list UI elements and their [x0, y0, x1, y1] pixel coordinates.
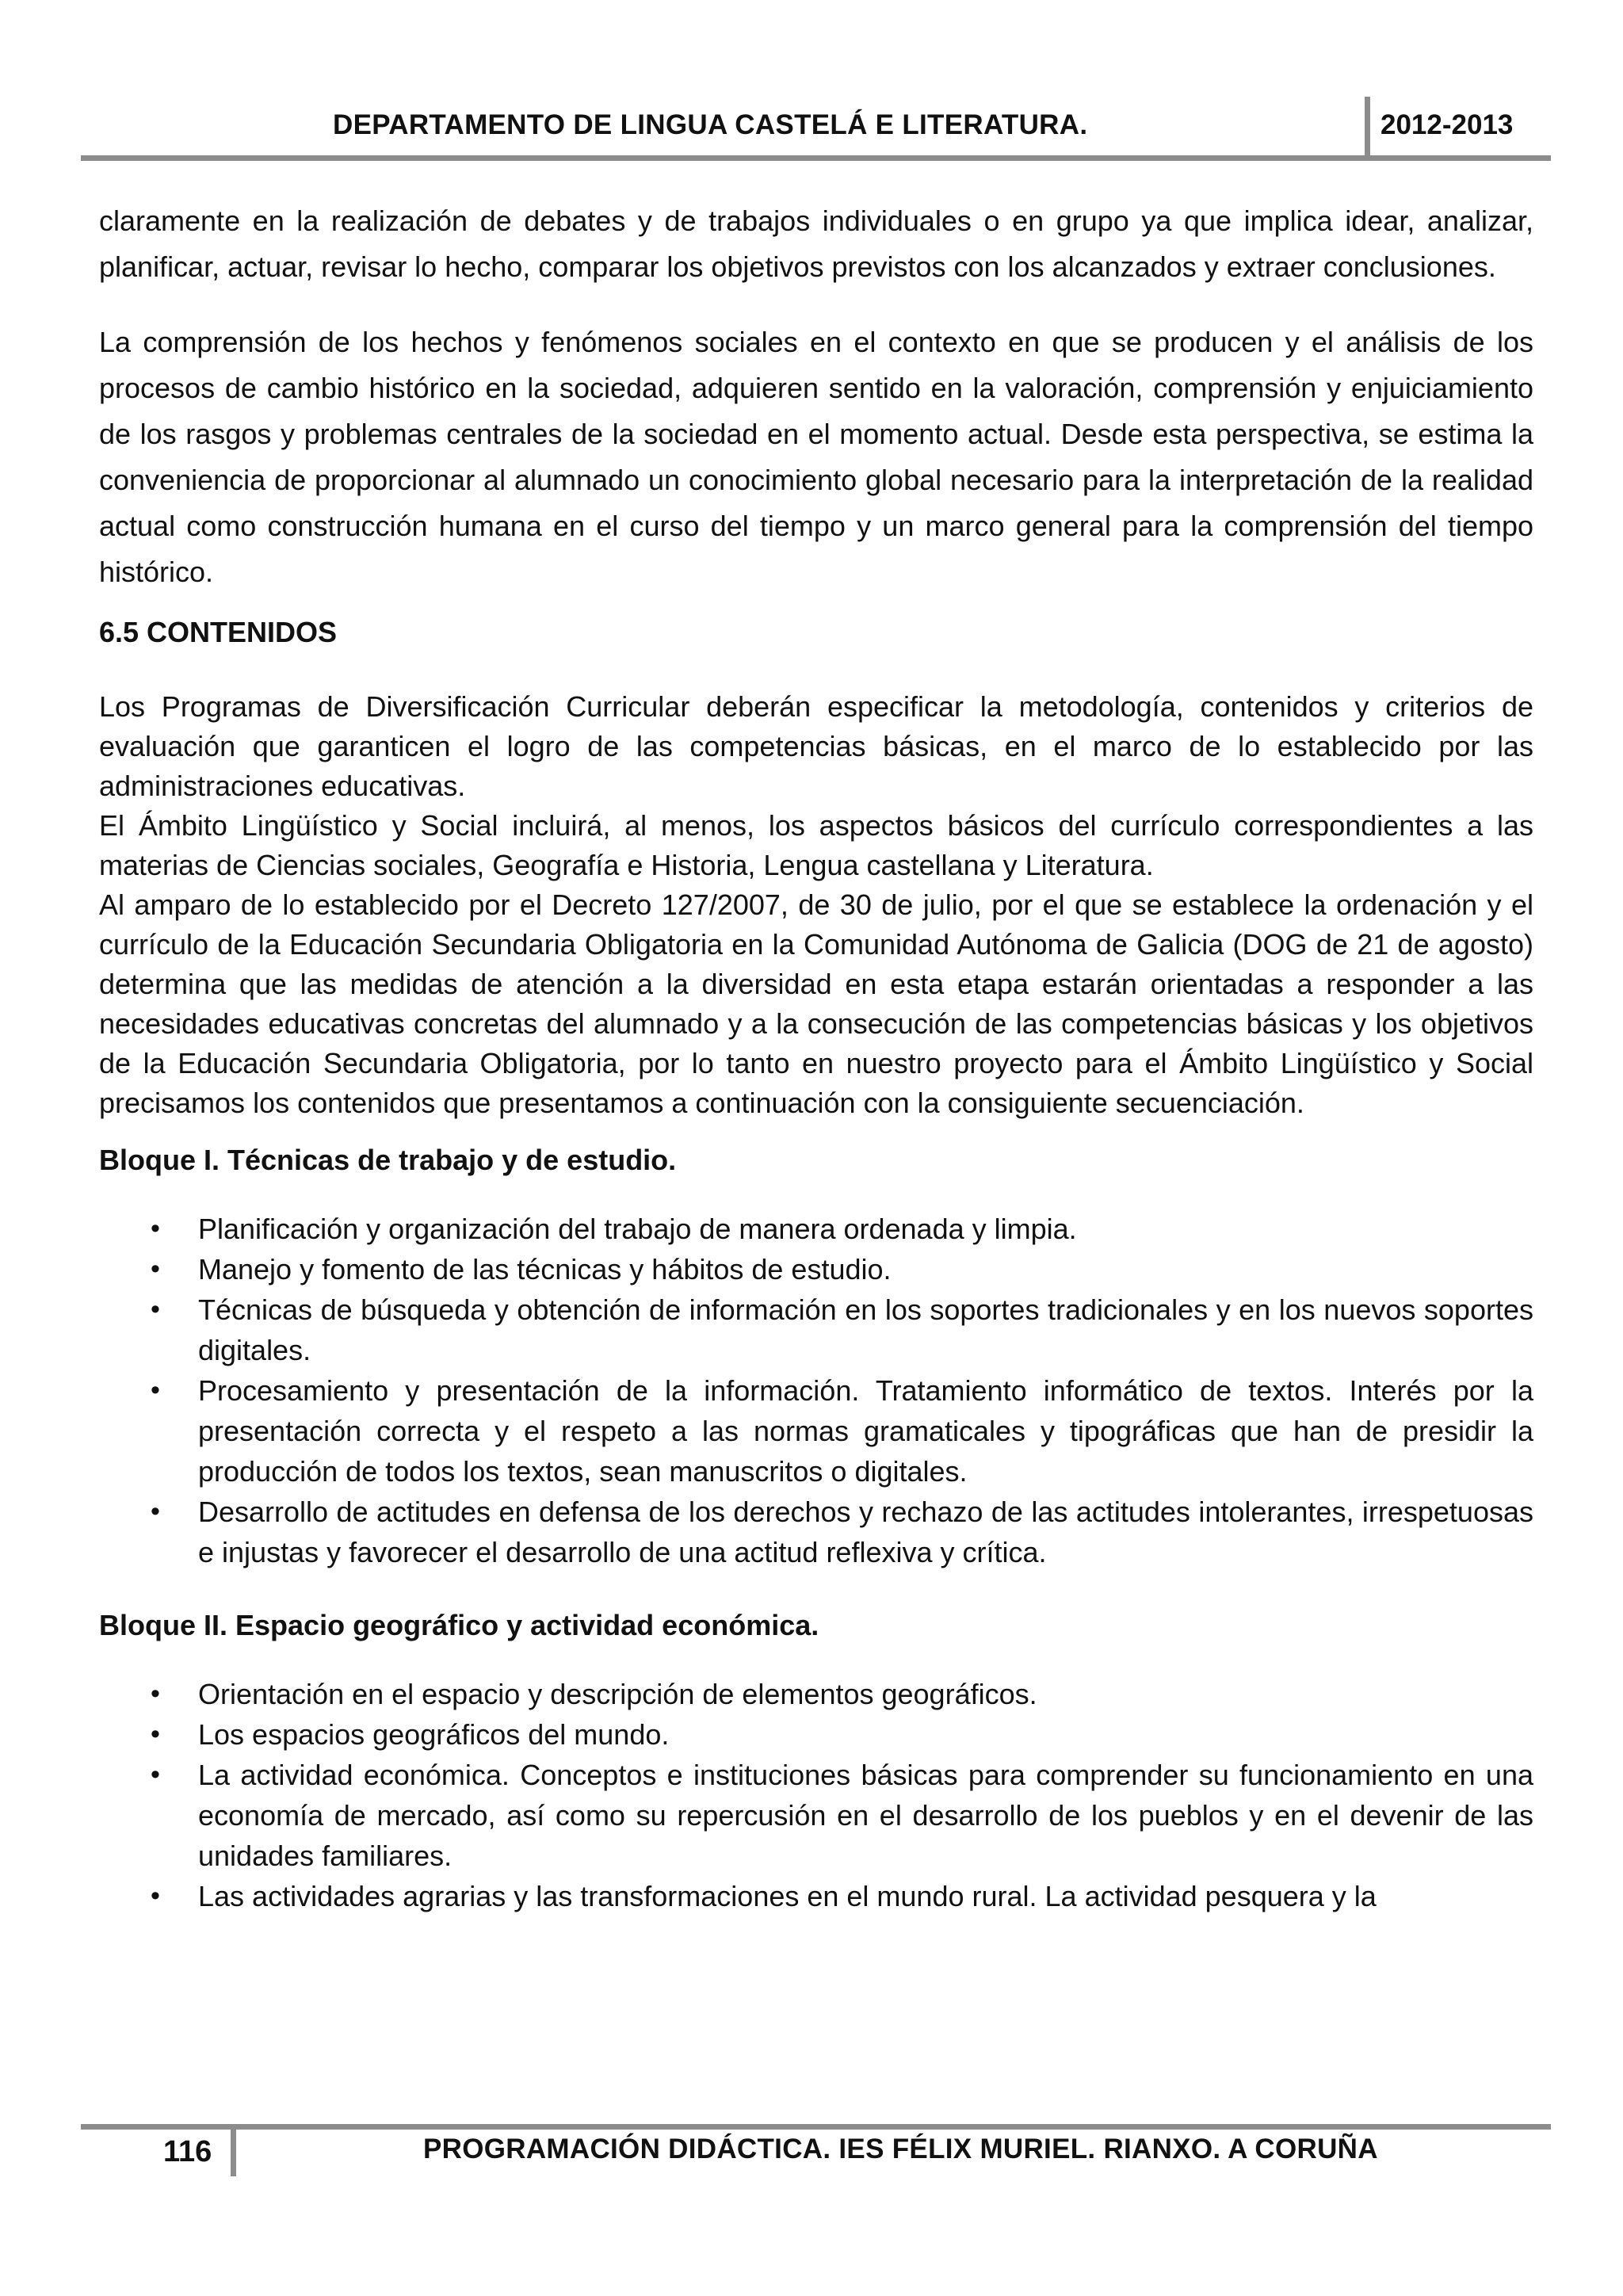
header-year: 2012-2013	[1381, 109, 1514, 140]
paragraph-2: La comprensión de los hechos y fenómenos sociales en el contexto en que se producen y el análisis de los procesos de cambio histórico en la sociedad, adquieren sentido en la valoración, comprensión y enjuiciamiento de los rasgos y problemas centrales de la sociedad en el momento actual. Desde esta perspectiva, se estima la conveniencia de proporcionar al alumnado un conocimiento global necesario para la interpretación de la realidad actual como construcción humana en el curso del tiempo y un marco general para la comprensión del tiempo histórico.	[99, 326, 1533, 588]
paragraph-4: El Ámbito Lingüístico y Social incluirá, al menos, los aspectos básicos del currículo correspondientes a las materias de Ciencias sociales, Geografía e Historia, Lengua castellana y Literatura.	[99, 809, 1533, 881]
bullet-icon: •	[151, 1496, 160, 1526]
footer-divider	[231, 2126, 236, 2176]
block-1-title: Bloque I. Técnicas de trabajo y de estudio.	[99, 1144, 677, 1176]
header-title: DEPARTAMENTO DE LINGUA CASTELÁ E LITERATURA.	[333, 109, 1088, 140]
list-item: • Desarrollo de actitudes en defensa de los derechos y rechazo de las actitudes intolerantes, irrespetuosas e injustas y favorecer el desarrollo de una actitud reflexiva y crítica.	[99, 1492, 1533, 1572]
footer-text: PROGRAMACIÓN DIDÁCTICA. IES FÉLIX MURIEL. RIANXO. A CORUÑA	[423, 2134, 1378, 2164]
paragraph-5: Al amparo de lo establecido por el Decreto 127/2007, de 30 de julio, por el que se establece la ordenación y el currículo de la Educación Secundaria Obligatoria en la Comunidad Autónoma de Galicia (DOG de 21 de agosto) determina que las medidas de atención a la diversidad en esta etapa estarán orientadas a responder a las necesidades educativas concretas del alumnado y a la consecución de las competencias básicas y los objetivos de la Educación Secundaria Obligatoria, por lo tanto en nuestro proyecto para el Ámbito Lingüístico y Social precisamos los contenidos que presentamos a continuación con la consiguiente secuenciación.	[99, 888, 1533, 1119]
bullet-icon: •	[151, 1375, 160, 1405]
list-item: • Procesamiento y presentación de la información. Tratamiento informático de textos. Interés por la presentación correcta y el respeto a las normas gramaticales y tipográficas que han de presidir la producción de todos los textos, sean manuscritos o digitales.	[99, 1370, 1533, 1492]
header-rule	[81, 155, 1551, 161]
list-item: • Las actividades agrarias y las transformaciones en el mundo rural. La actividad pesquera y la	[99, 1876, 1533, 1916]
bullet-icon: •	[151, 1213, 160, 1244]
block-2-title: Bloque II. Espacio geográfico y actividad económica.	[99, 1609, 819, 1641]
header-divider	[1365, 97, 1370, 160]
list-item: • Planificación y organización del trabajo de manera ordenada y limpia.	[99, 1209, 1533, 1249]
list-item: • La actividad económica. Conceptos e instituciones básicas para comprender su funcionamiento en una economía de mercado, así como su repercusión en el desarrollo de los pueblos y en el devenir de las unidades familiares.	[99, 1755, 1533, 1876]
block-1-list	[99, 1209, 1533, 1572]
bullet-icon: •	[151, 1881, 160, 1911]
footer-rule	[81, 2124, 1551, 2130]
bullet-icon: •	[151, 1679, 160, 1709]
list-item: • Técnicas de búsqueda y obtención de información en los soportes tradicionales y en los nuevos soportes digitales.	[99, 1289, 1533, 1370]
bullet-icon: •	[151, 1719, 160, 1749]
page-number: 116	[163, 2135, 212, 2168]
block-2-list	[99, 1674, 1533, 1916]
paragraph-1: claramente en la realización de debates y de trabajos individuales o en grupo ya que implica idear, analizar, planificar, actuar, revisar lo hecho, comparar los objetivos previstos con los alcanzados y extraer conclusiones.	[99, 204, 1533, 283]
bullet-icon: •	[151, 1759, 160, 1790]
bullet-icon: •	[151, 1294, 160, 1324]
list-item: • Orientación en el espacio y descripción de elementos geográficos.	[99, 1674, 1533, 1714]
bullet-icon: •	[151, 1254, 160, 1284]
page-content	[99, 198, 1533, 1916]
paragraph-3: Los Programas de Diversificación Curricular deberán especificar la metodología, contenidos y criterios de evaluación que garanticen el logro de las competencias básicas, en el marco de lo establecido por las administraciones educativas.	[99, 690, 1533, 802]
section-heading: 6.5 CONTENIDOS	[99, 616, 338, 648]
list-item: • Manejo y fomento de las técnicas y hábitos de estudio.	[99, 1249, 1533, 1289]
list-item: • Los espacios geográficos del mundo.	[99, 1714, 1533, 1755]
